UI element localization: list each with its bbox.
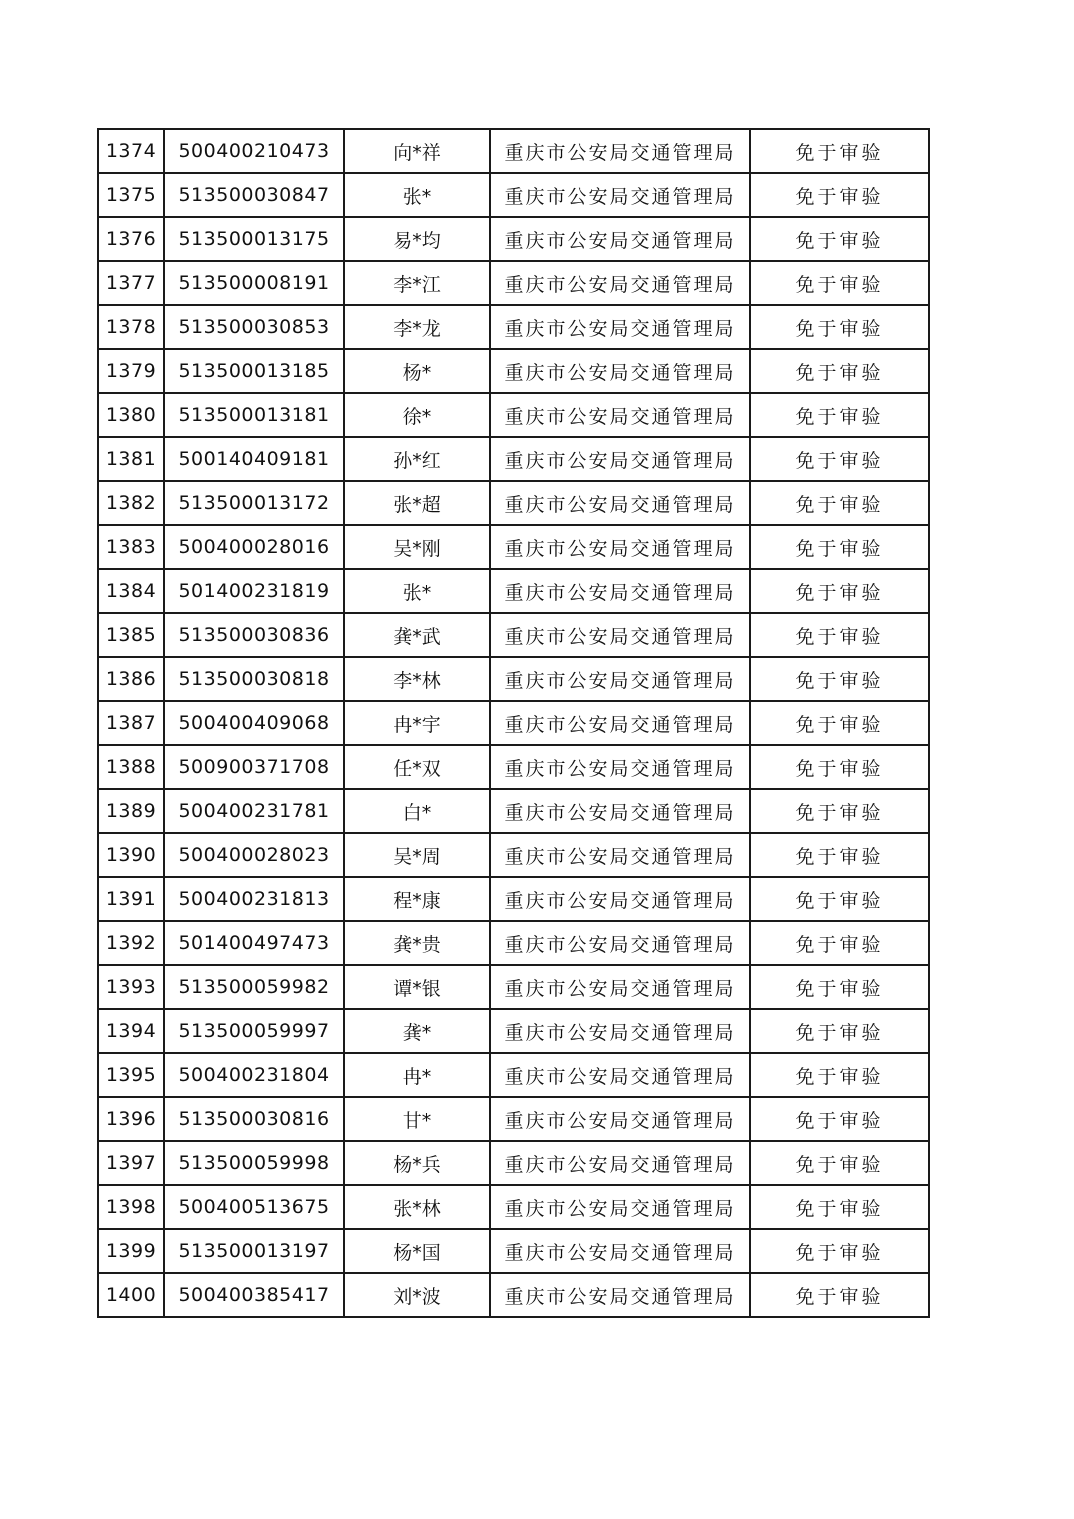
row-number-cell: 1390 [98,833,164,877]
records-table [97,128,930,1318]
table-row [98,1053,929,1097]
review-status-cell: 免于审验 [750,525,929,569]
table-row [98,833,929,877]
issuing-authority-cell: 重庆市公安局交通管理局 [490,657,750,701]
table-row [98,701,929,745]
issuing-authority-cell: 重庆市公安局交通管理局 [490,393,750,437]
person-name-cell: 李*林 [344,657,490,701]
license-number-cell: 513500030853 [164,305,344,349]
table-row [98,173,929,217]
row-number-cell: 1379 [98,349,164,393]
table-row [98,217,929,261]
license-number-cell: 500400231804 [164,1053,344,1097]
license-number-cell: 500400231781 [164,789,344,833]
license-number-cell: 513500013197 [164,1229,344,1273]
person-name-cell: 向*祥 [344,129,490,173]
table-row [98,349,929,393]
issuing-authority-cell: 重庆市公安局交通管理局 [490,1009,750,1053]
row-number-cell: 1392 [98,921,164,965]
person-name-cell: 李*龙 [344,305,490,349]
row-number-cell: 1395 [98,1053,164,1097]
issuing-authority-cell: 重庆市公安局交通管理局 [490,789,750,833]
table-row [98,877,929,921]
license-number-cell: 500400231813 [164,877,344,921]
row-number-cell: 1400 [98,1273,164,1317]
person-name-cell: 龚*贵 [344,921,490,965]
issuing-authority-cell: 重庆市公安局交通管理局 [490,1053,750,1097]
review-status-cell: 免于审验 [750,877,929,921]
review-status-cell: 免于审验 [750,657,929,701]
table-row [98,965,929,1009]
license-number-cell: 513500059998 [164,1141,344,1185]
person-name-cell: 吴*刚 [344,525,490,569]
row-number-cell: 1381 [98,437,164,481]
person-name-cell: 张*超 [344,481,490,525]
review-status-cell: 免于审验 [750,965,929,1009]
person-name-cell: 龚*武 [344,613,490,657]
table-row [98,1273,929,1317]
person-name-cell: 孙*红 [344,437,490,481]
row-number-cell: 1391 [98,877,164,921]
row-number-cell: 1399 [98,1229,164,1273]
license-number-cell: 513500008191 [164,261,344,305]
row-number-cell: 1397 [98,1141,164,1185]
row-number-cell: 1380 [98,393,164,437]
table-row [98,437,929,481]
issuing-authority-cell: 重庆市公安局交通管理局 [490,701,750,745]
table-row [98,1009,929,1053]
table-row [98,305,929,349]
table-row [98,921,929,965]
row-number-cell: 1377 [98,261,164,305]
license-number-cell: 500400385417 [164,1273,344,1317]
review-status-cell: 免于审验 [750,1141,929,1185]
issuing-authority-cell: 重庆市公安局交通管理局 [490,481,750,525]
row-number-cell: 1393 [98,965,164,1009]
table-row [98,261,929,305]
person-name-cell: 徐* [344,393,490,437]
table-row [98,569,929,613]
review-status-cell: 免于审验 [750,305,929,349]
issuing-authority-cell: 重庆市公安局交通管理局 [490,437,750,481]
row-number-cell: 1388 [98,745,164,789]
table-row [98,657,929,701]
person-name-cell: 李*江 [344,261,490,305]
license-number-cell: 501400231819 [164,569,344,613]
review-status-cell: 免于审验 [750,833,929,877]
person-name-cell: 易*均 [344,217,490,261]
person-name-cell: 程*康 [344,877,490,921]
person-name-cell: 冉*宇 [344,701,490,745]
review-status-cell: 免于审验 [750,261,929,305]
review-status-cell: 免于审验 [750,349,929,393]
person-name-cell: 谭*银 [344,965,490,1009]
issuing-authority-cell: 重庆市公安局交通管理局 [490,525,750,569]
row-number-cell: 1387 [98,701,164,745]
review-status-cell: 免于审验 [750,129,929,173]
review-status-cell: 免于审验 [750,921,929,965]
issuing-authority-cell: 重庆市公安局交通管理局 [490,349,750,393]
table-row [98,613,929,657]
issuing-authority-cell: 重庆市公安局交通管理局 [490,921,750,965]
person-name-cell: 甘* [344,1097,490,1141]
person-name-cell: 龚* [344,1009,490,1053]
license-number-cell: 500140409181 [164,437,344,481]
person-name-cell: 冉* [344,1053,490,1097]
issuing-authority-cell: 重庆市公安局交通管理局 [490,173,750,217]
review-status-cell: 免于审验 [750,393,929,437]
person-name-cell: 任*双 [344,745,490,789]
issuing-authority-cell: 重庆市公安局交通管理局 [490,1141,750,1185]
row-number-cell: 1396 [98,1097,164,1141]
person-name-cell: 张* [344,569,490,613]
person-name-cell: 刘*波 [344,1273,490,1317]
issuing-authority-cell: 重庆市公安局交通管理局 [490,129,750,173]
row-number-cell: 1386 [98,657,164,701]
review-status-cell: 免于审验 [750,745,929,789]
records-table-body [98,129,929,1317]
license-number-cell: 513500030836 [164,613,344,657]
issuing-authority-cell: 重庆市公安局交通管理局 [490,1229,750,1273]
row-number-cell: 1383 [98,525,164,569]
row-number-cell: 1398 [98,1185,164,1229]
issuing-authority-cell: 重庆市公安局交通管理局 [490,613,750,657]
issuing-authority-cell: 重庆市公安局交通管理局 [490,877,750,921]
license-number-cell: 501400497473 [164,921,344,965]
person-name-cell: 张*林 [344,1185,490,1229]
issuing-authority-cell: 重庆市公安局交通管理局 [490,745,750,789]
table-row [98,481,929,525]
license-number-cell: 500900371708 [164,745,344,789]
issuing-authority-cell: 重庆市公安局交通管理局 [490,217,750,261]
row-number-cell: 1385 [98,613,164,657]
issuing-authority-cell: 重庆市公安局交通管理局 [490,965,750,1009]
review-status-cell: 免于审验 [750,1097,929,1141]
license-number-cell: 500400210473 [164,129,344,173]
person-name-cell: 杨* [344,349,490,393]
row-number-cell: 1389 [98,789,164,833]
person-name-cell: 白* [344,789,490,833]
review-status-cell: 免于审验 [750,1009,929,1053]
license-number-cell: 513500013181 [164,393,344,437]
person-name-cell: 吴*周 [344,833,490,877]
review-status-cell: 免于审验 [750,481,929,525]
issuing-authority-cell: 重庆市公安局交通管理局 [490,305,750,349]
table-row [98,525,929,569]
review-status-cell: 免于审验 [750,569,929,613]
review-status-cell: 免于审验 [750,1185,929,1229]
issuing-authority-cell: 重庆市公安局交通管理局 [490,833,750,877]
license-number-cell: 513500013185 [164,349,344,393]
table-row [98,1141,929,1185]
row-number-cell: 1384 [98,569,164,613]
table-row [98,1229,929,1273]
issuing-authority-cell: 重庆市公安局交通管理局 [490,1185,750,1229]
review-status-cell: 免于审验 [750,1229,929,1273]
table-row [98,393,929,437]
license-number-cell: 500400409068 [164,701,344,745]
license-number-cell: 500400028016 [164,525,344,569]
review-status-cell: 免于审验 [750,701,929,745]
license-number-cell: 513500030818 [164,657,344,701]
row-number-cell: 1382 [98,481,164,525]
license-number-cell: 513500059997 [164,1009,344,1053]
table-row [98,745,929,789]
license-number-cell: 513500013175 [164,217,344,261]
person-name-cell: 杨*兵 [344,1141,490,1185]
license-number-cell: 513500059982 [164,965,344,1009]
license-number-cell: 513500030816 [164,1097,344,1141]
row-number-cell: 1375 [98,173,164,217]
row-number-cell: 1374 [98,129,164,173]
person-name-cell: 张* [344,173,490,217]
row-number-cell: 1394 [98,1009,164,1053]
table-row [98,1097,929,1141]
row-number-cell: 1376 [98,217,164,261]
license-number-cell: 513500030847 [164,173,344,217]
review-status-cell: 免于审验 [750,437,929,481]
review-status-cell: 免于审验 [750,1053,929,1097]
person-name-cell: 杨*国 [344,1229,490,1273]
license-number-cell: 513500013172 [164,481,344,525]
review-status-cell: 免于审验 [750,173,929,217]
issuing-authority-cell: 重庆市公安局交通管理局 [490,261,750,305]
table-row [98,789,929,833]
issuing-authority-cell: 重庆市公安局交通管理局 [490,569,750,613]
license-number-cell: 500400028023 [164,833,344,877]
table-row [98,1185,929,1229]
review-status-cell: 免于审验 [750,1273,929,1317]
license-number-cell: 500400513675 [164,1185,344,1229]
review-status-cell: 免于审验 [750,789,929,833]
issuing-authority-cell: 重庆市公安局交通管理局 [490,1097,750,1141]
review-status-cell: 免于审验 [750,217,929,261]
issuing-authority-cell: 重庆市公安局交通管理局 [490,1273,750,1317]
table-row [98,129,929,173]
row-number-cell: 1378 [98,305,164,349]
review-status-cell: 免于审验 [750,613,929,657]
